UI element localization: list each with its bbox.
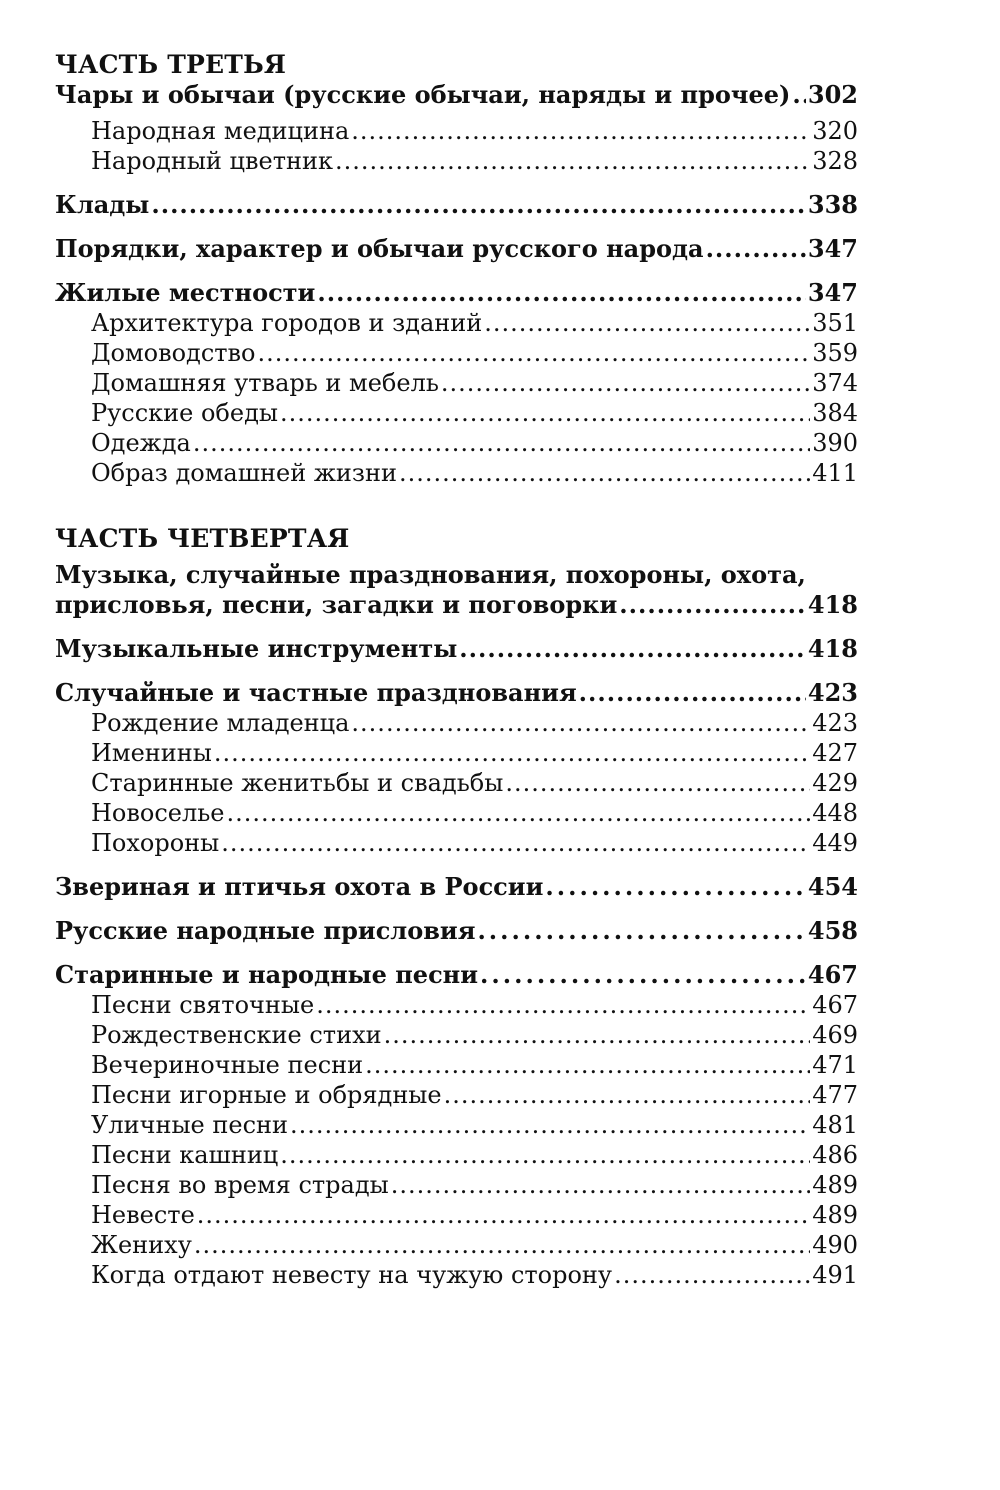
toc-entry-title: Рождение младенца [91, 709, 350, 737]
leader-dots [151, 190, 806, 220]
toc-entry-page: 351 [812, 309, 858, 337]
toc-entry-title: Старинные и народные песни [55, 960, 479, 989]
leader-dots [614, 1260, 810, 1290]
toc-entry [55, 990, 858, 1020]
toc-entry [55, 1080, 858, 1110]
toc-entry-title: Песни кашниц [91, 1141, 279, 1169]
table-of-contents [55, 50, 858, 1290]
leader-dots [441, 368, 810, 398]
toc-entry [55, 116, 858, 146]
toc-entry [55, 798, 858, 828]
leader-dots [391, 1170, 810, 1200]
toc-entry [55, 1110, 858, 1140]
toc-entry [55, 916, 858, 946]
toc-entry-title: Чары и обычаи (русские обычаи, наряды и прочее) [55, 80, 791, 109]
toc-entry-page: 320 [812, 117, 858, 145]
toc-entry [55, 428, 858, 458]
toc-entry-title-line1: Музыка, случайные празднования, похороны, охота, [55, 560, 806, 589]
leader-dots [444, 1080, 811, 1110]
toc-entry-page: 469 [812, 1021, 858, 1049]
leader-dots [194, 1230, 810, 1260]
leader-dots [258, 338, 811, 368]
toc-entry-page: 481 [812, 1111, 858, 1139]
toc-entry-title: Похороны [91, 829, 220, 857]
toc-entry [55, 338, 858, 368]
toc-entry-title: Песни святочные [91, 991, 315, 1019]
toc-entry-page: 467 [812, 991, 858, 1019]
leader-dots [316, 990, 810, 1020]
toc-entry-title: Клады [55, 190, 150, 219]
toc-entry [55, 190, 858, 220]
toc-entry-page: 486 [812, 1141, 858, 1169]
toc-entry-page: 390 [812, 429, 858, 457]
leader-dots [365, 1050, 810, 1080]
toc-entry-title: Русские обеды [91, 399, 278, 427]
leader-dots [477, 916, 805, 946]
leader-dots [480, 960, 806, 990]
leader-dots [484, 308, 810, 338]
toc-entry-page: 477 [812, 1081, 858, 1109]
toc-entry [55, 368, 858, 398]
toc-entry-title: Архитектура городов и зданий [91, 309, 483, 337]
toc-entry-title: Вечериночные песни [91, 1051, 364, 1079]
toc-entry [55, 738, 858, 768]
leader-dots [384, 1020, 811, 1050]
toc-entry [55, 146, 858, 176]
toc-entry-title: Песня во время страды [91, 1171, 389, 1199]
toc-entry-title: Рождественские стихи [91, 1021, 382, 1049]
toc-entry-title: Песни игорные и обрядные [91, 1081, 442, 1109]
toc-entry-page: 347 [807, 278, 858, 307]
toc-entry [55, 960, 858, 990]
leader-dots [505, 768, 810, 798]
toc-entry-page: 423 [812, 709, 858, 737]
leader-dots [197, 1200, 810, 1230]
leader-dots [351, 116, 810, 146]
toc-entry-page: 467 [807, 960, 858, 989]
toc-entry-title: Музыкальные инструменты [55, 634, 458, 663]
toc-entry-page: 448 [812, 799, 858, 827]
toc-entry [55, 1230, 858, 1260]
toc-entry-title: Порядки, характер и обычаи русского народа [55, 234, 704, 263]
leader-dots [545, 872, 806, 902]
leader-dots [290, 1110, 810, 1140]
toc-entry [55, 458, 858, 488]
toc-entry-page: 411 [812, 459, 858, 487]
toc-entry [55, 398, 858, 428]
toc-entry [55, 80, 858, 110]
leader-dots [706, 234, 806, 264]
toc-entry-title: Уличные песни [91, 1111, 289, 1139]
toc-entry [55, 634, 858, 664]
leader-dots [351, 708, 810, 738]
leader-dots [214, 738, 810, 768]
toc-entry-page: 418 [807, 634, 858, 663]
leader-dots [792, 80, 806, 110]
toc-entry [55, 872, 858, 902]
toc-entry-page: 347 [807, 234, 858, 263]
toc-entry-page: 384 [812, 399, 858, 427]
toc-entry-page: 489 [812, 1201, 858, 1229]
toc-entry-page: 374 [812, 369, 858, 397]
toc-entry-title: Народный цветник [91, 147, 333, 175]
toc-entry-title: Домоводство [91, 339, 256, 367]
toc-entry [55, 234, 858, 264]
toc-entry-title: Случайные и частные празднования [55, 678, 577, 707]
toc-entry-page: 338 [807, 190, 858, 219]
toc-entry-page: 328 [812, 147, 858, 175]
toc-entry [55, 278, 858, 308]
toc-entry-title: Старинные женитьбы и свадьбы [91, 769, 504, 797]
leader-dots [399, 458, 810, 488]
toc-entry-line2 [55, 590, 858, 620]
toc-entry [55, 768, 858, 798]
toc-entry [55, 1170, 858, 1200]
leader-dots [619, 590, 806, 620]
leader-dots [193, 428, 810, 458]
toc-entry-title: Жилые местности [55, 278, 316, 307]
toc-entry [55, 1140, 858, 1170]
toc-entry-title: Одежда [91, 429, 191, 457]
toc-entry-page: 359 [812, 339, 858, 367]
toc-entry [55, 828, 858, 858]
toc-entry-title: Русские народные присловия [55, 916, 476, 945]
leader-dots [280, 398, 810, 428]
toc-entry-page: 427 [812, 739, 858, 767]
toc-entry-page: 454 [807, 872, 858, 901]
toc-entry-title: Образ домашней жизни [91, 459, 398, 487]
leader-dots [227, 798, 811, 828]
leader-dots [280, 1140, 810, 1170]
toc-entry-title-line2: присловья, песни, загадки и поговорки [55, 590, 618, 619]
toc-entry-title: Именины [91, 739, 212, 767]
toc-entry-title: Новоселье [91, 799, 225, 827]
leader-dots [459, 634, 806, 664]
leader-dots [221, 828, 810, 858]
toc-entry-page: 302 [807, 80, 858, 109]
toc-entry-page: 423 [807, 678, 858, 707]
toc-entry-title: Жениху [91, 1231, 192, 1259]
part-three-heading: ЧАСТЬ ТРЕТЬЯ [55, 50, 287, 79]
toc-entry-title: Звериная и птичья охота в России [55, 872, 544, 901]
toc-entry-page: 449 [812, 829, 858, 857]
toc-entry [55, 708, 858, 738]
toc-entry-title: Когда отдают невесту на чужую сторону [91, 1261, 613, 1289]
toc-entry [55, 1050, 858, 1080]
toc-entry [55, 678, 858, 708]
toc-entry [55, 1260, 858, 1290]
toc-entry-page: 429 [812, 769, 858, 797]
toc-entry-title: Домашняя утварь и мебель [91, 369, 439, 397]
leader-dots [579, 678, 806, 708]
toc-entry-page: 458 [807, 916, 858, 945]
toc-entry [55, 1020, 858, 1050]
toc-entry [55, 308, 858, 338]
leader-dots [335, 146, 810, 176]
toc-entry-page: 490 [812, 1231, 858, 1259]
toc-entry-multiline [55, 560, 858, 620]
leader-dots [317, 278, 806, 308]
toc-entry-page: 418 [807, 590, 858, 619]
part-four-heading: ЧАСТЬ ЧЕТВЕРТАЯ [55, 524, 350, 553]
toc-entry [55, 1200, 858, 1230]
toc-entry-title: Народная медицина [91, 117, 350, 145]
toc-entry-page: 491 [812, 1261, 858, 1289]
toc-entry-page: 489 [812, 1171, 858, 1199]
toc-entry-title: Невесте [91, 1201, 195, 1229]
toc-entry-page: 471 [812, 1051, 858, 1079]
